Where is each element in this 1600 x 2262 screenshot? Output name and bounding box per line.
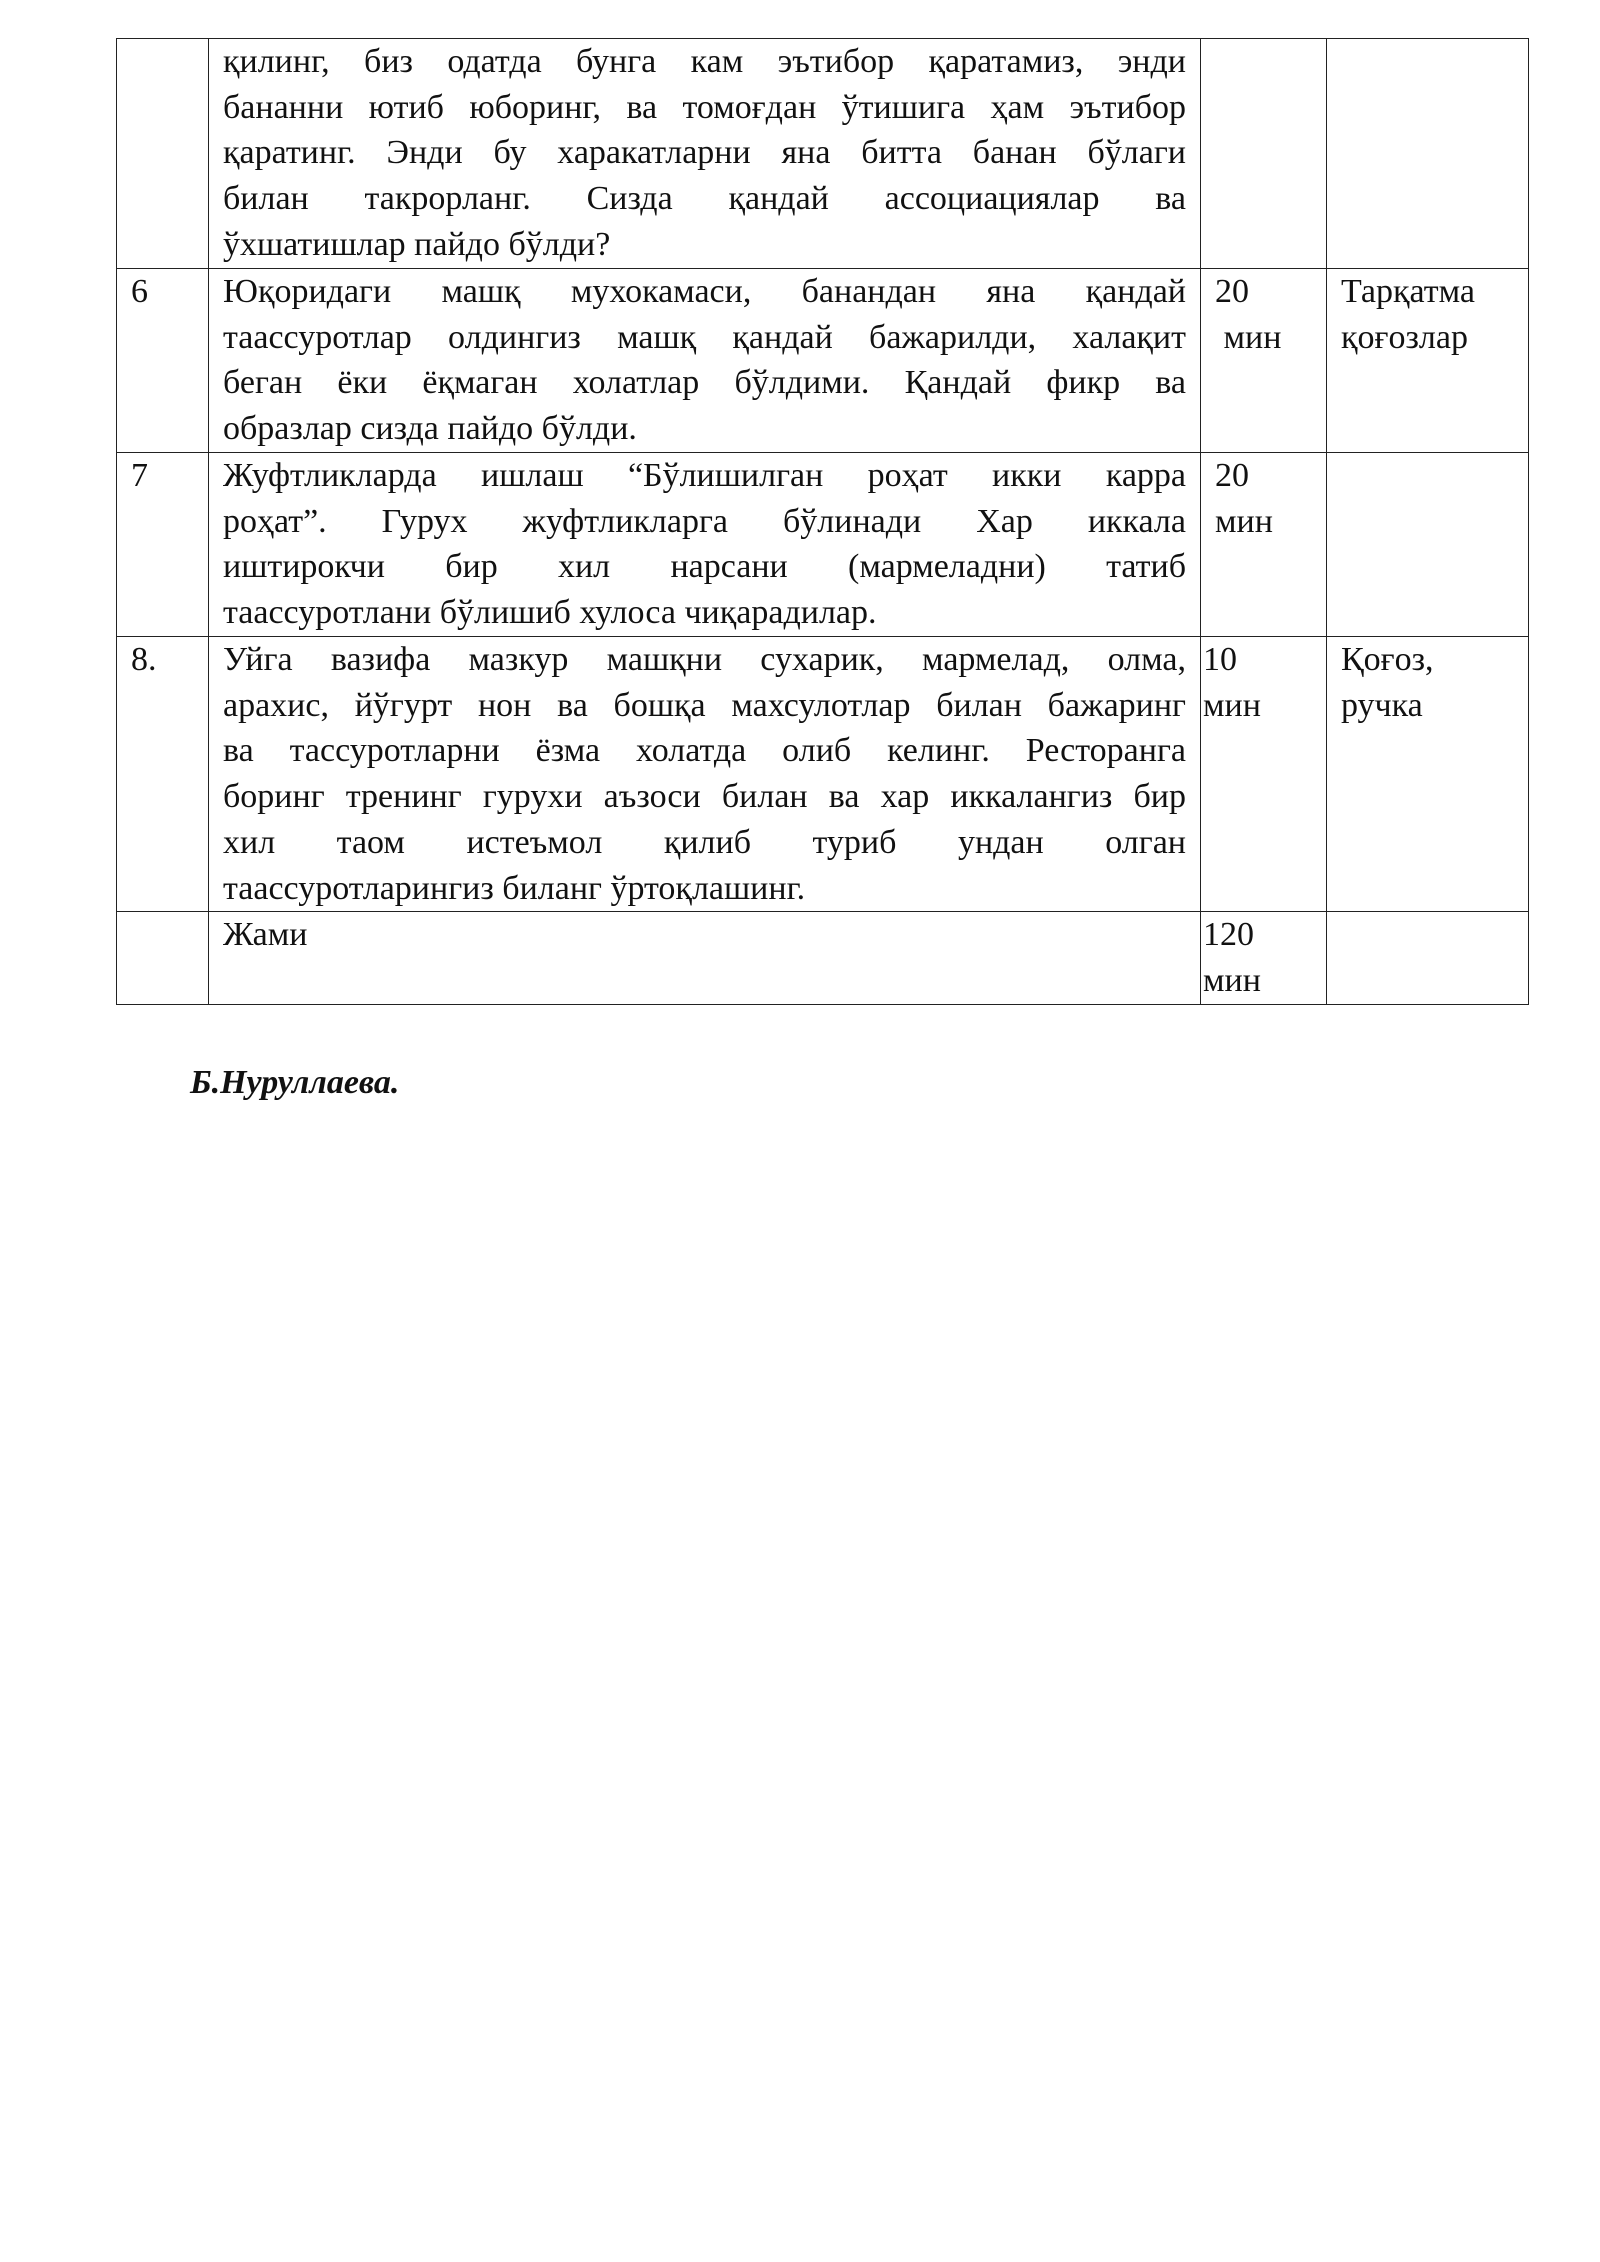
- table-row: [117, 269, 1529, 453]
- author-signature: Б.Нуруллаева.: [190, 1064, 400, 1101]
- activity-description-cell: Юқоридаги машқ мухокамаси, банандан яна қандай таассуротлар олдингиз машқ қандай бажарилди, халақит беган ёки ёқмаган холатлар бўлдими. Қандай фикр ва образлар сизда пайдо бўлди.: [209, 269, 1201, 453]
- resources-cell: Қоғоз, ручка: [1327, 637, 1529, 912]
- table-row: [117, 637, 1529, 912]
- total-label-cell: Жами: [209, 912, 1201, 1004]
- resources-cell: [1327, 453, 1529, 637]
- activity-description-cell: Жуфтликларда ишлаш “Бўлишилган роҳат икки карра роҳат”. Гурух жуфтликларга бўлинади Хар иккала иштирокчи бир хил нарсани (мармеладни) татиб таассуротлани бўлишиб хулоса чиқарадилар.: [209, 453, 1201, 637]
- table-row: [117, 39, 1529, 269]
- activity-description-cell: қилинг, биз одатда бунга кам эътибор қаратамиз, энди бананни ютиб юборинг, ва томоғдан ўтишига ҳам эътибор қаратинг. Энди бу харакатларни яна битта банан бўлаги билан такрорланг. Сизда қандай ассоциациялар ва ўхшатишлар пайдо бўлди?: [209, 39, 1201, 269]
- row-number-cell: 7: [117, 453, 209, 637]
- duration-cell: 10 мин: [1201, 637, 1327, 912]
- row-number-cell: 6: [117, 269, 209, 453]
- table-row: [117, 453, 1529, 637]
- activity-description-cell: Уйга вазифа мазкур машқни сухарик, мармелад, олма, арахис, йўгурт нон ва бошқа махсулотлар билан бажаринг ва тассуротларни ёзма холатда олиб келинг. Ресторанга боринг тренинг гурухи аъзоси билан ва хар иккалангиз бир хил таом истеъмол қилиб туриб ундан олган таассуротларингиз биланг ўртоқлашинг.: [209, 637, 1201, 912]
- resources-cell: [1327, 39, 1529, 269]
- duration-cell: 20 мин: [1201, 269, 1327, 453]
- total-duration-cell: 120 мин: [1201, 912, 1327, 1004]
- resources-cell: [1327, 912, 1529, 1004]
- resources-cell: Тарқатма қоғозлар: [1327, 269, 1529, 453]
- row-number-cell: [117, 39, 209, 269]
- lesson-plan-table: [116, 38, 1529, 1005]
- row-number-cell: [117, 912, 209, 1004]
- duration-cell: 20 мин: [1201, 453, 1327, 637]
- table-row-total: [117, 912, 1529, 1004]
- row-number-cell: 8.: [117, 637, 209, 912]
- duration-cell: [1201, 39, 1327, 269]
